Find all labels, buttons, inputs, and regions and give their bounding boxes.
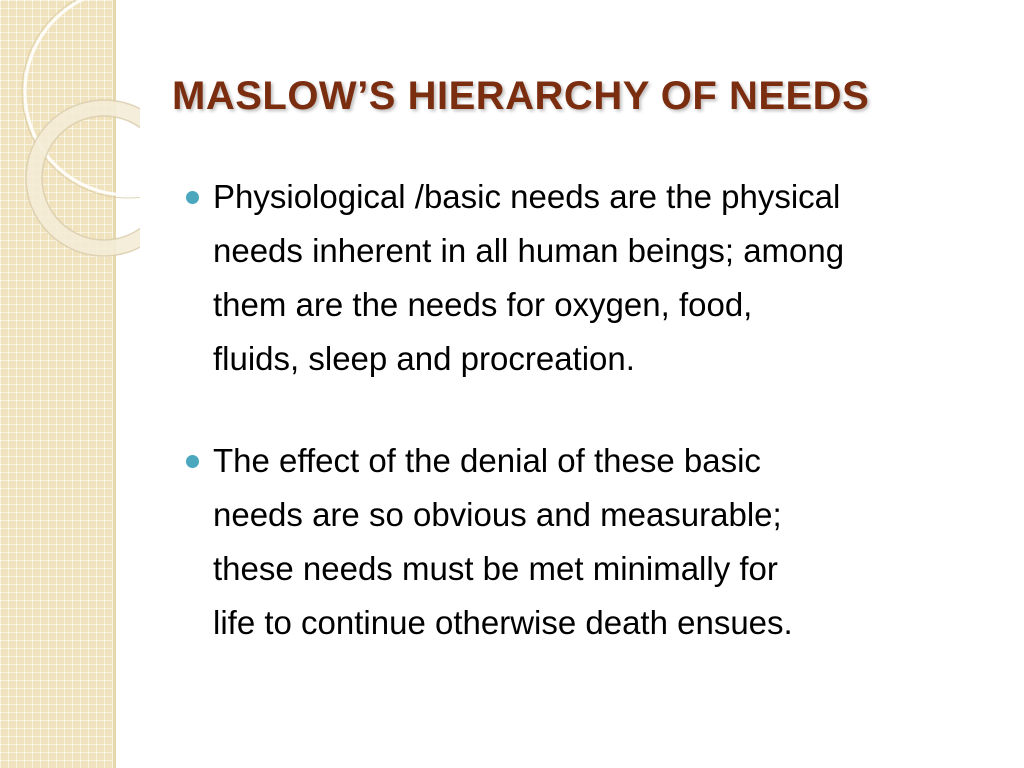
bullet-dot-icon xyxy=(186,191,199,204)
bullet-text: The effect of the denial of these basic needs are so obvious and measurable; these needs must be met minimally for life to continue otherwise death ensues. xyxy=(213,442,793,641)
bullet-list xyxy=(176,170,996,650)
bullet-dot-icon xyxy=(186,455,199,468)
slide-title: MASLOW’S HIERARCHY OF NEEDS xyxy=(172,74,870,118)
bullet-item-physiological-needs xyxy=(176,170,996,386)
bullet-text: Physiological /basic needs are the physical needs inherent in all human beings; among them are the needs for oxygen, food, fluids, sleep and procreation. xyxy=(213,178,845,377)
bullet-item-denial-effect xyxy=(176,434,996,650)
decorative-circles-icon xyxy=(0,0,140,260)
